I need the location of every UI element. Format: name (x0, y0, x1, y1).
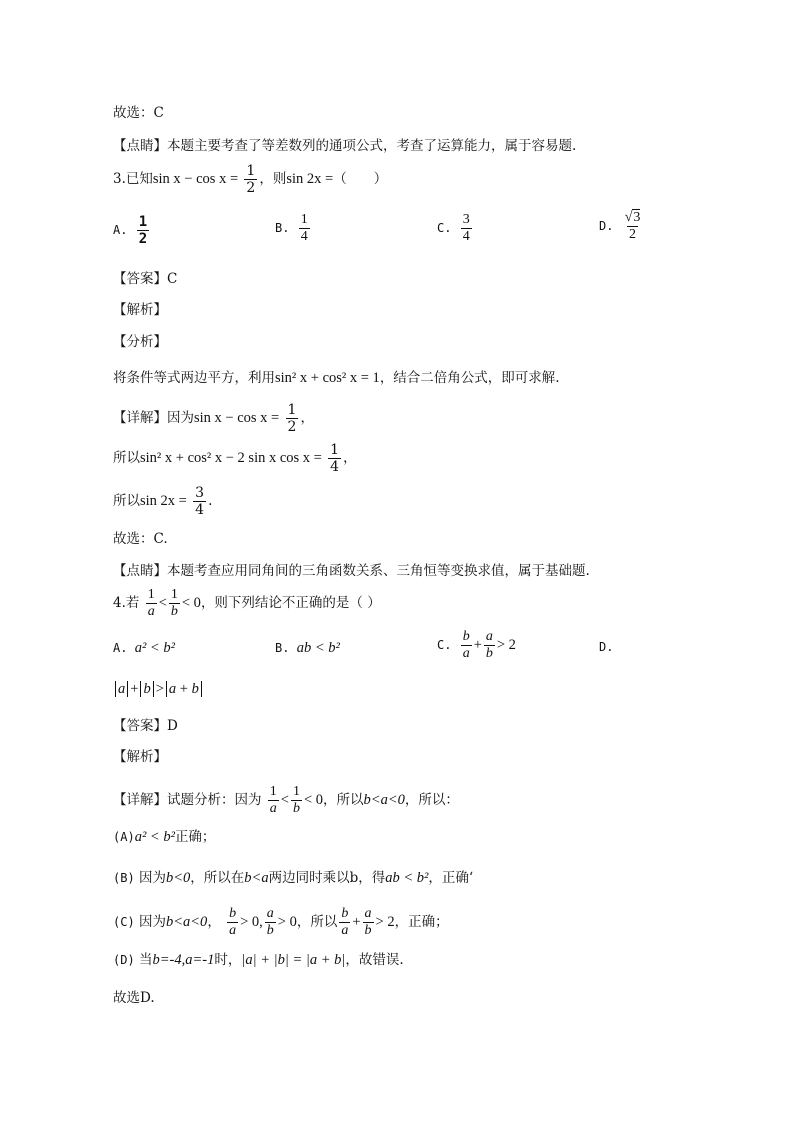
detail-4-item-b: (B) 因为b<0，所以在b<a两边同时乘以b，得ab < b²，正确‘ (113, 870, 474, 886)
choice-3: 故选：C. (113, 531, 168, 547)
option-4a: A. a² < b² (113, 640, 175, 656)
option-4c: C. $\frac{b}{a}$ + $\frac{a}{b}$ > 2 (437, 629, 516, 661)
analysis-heading-4: 【解析】 (113, 749, 167, 765)
detail-3-line1: 【详解】因为sin x − cos x = $\frac{1}{2}$ ， (113, 402, 314, 435)
option-3d: D. $\frac{√3}{2}$ (599, 210, 641, 242)
q3-fraction-half: $\frac{1}{2}$ (246, 163, 256, 196)
q3-condition: sin x − cos x = (152, 171, 239, 187)
detail-4-item-d: (D) 当b=-4,a=-1时，|a| + |b| = |a + b|，故错误. (113, 952, 404, 968)
option-3c: C. $\frac{3}{4}$ (437, 212, 470, 244)
answer-choice-prev: 故选：C (113, 105, 164, 121)
detail-3-line3: 所以sin 2x = $\frac{3}{4}$ . (113, 485, 213, 518)
option-4d-expression: a + b > a + b (113, 680, 204, 698)
detail-3-line2: 所以sin² x + cos² x − 2 sin x cos x = $\frac{1}{4}$ ， (113, 442, 357, 475)
detail-4-item-c: (C) 因为b<a<0， $\frac{b}{a}$ > 0, $\frac{a}{b}$ > 0，所以 $\frac{b}{a}$ + $\frac{a}{b}$ > 2，正确； (113, 906, 449, 938)
fenxi-heading-3: 【分析】 (113, 334, 167, 350)
option-4d-label: D. (599, 640, 614, 654)
question-3: 3.已知sin x − cos x = $\frac{1}{2}$ ，则sin 2x =（ ） (113, 163, 388, 196)
comment-prev: 【点睛】本题主要考查了等差数列的通项公式，考查了运算能力，属于容易题. (113, 138, 577, 154)
question-4: 4.若 $\frac{1}{a}$ < $\frac{1}{b}$ < 0，则下列结论不正确的是（ ） (113, 587, 381, 619)
detail-4: 【详解】试题分析：因为 $\frac{1}{a}$ < $\frac{1}{b}$ < 0，所以b<a<0，所以： (113, 784, 459, 816)
option-3b: B. $\frac{1}{4}$ (275, 212, 308, 244)
answer-4: 【答案】D (113, 718, 178, 734)
detail-4-item-a: (A)a² < b²正确； (113, 829, 216, 845)
choice-4: 故选D. (113, 990, 155, 1006)
comment-3: 【点睛】本题考查应用同角间的三角函数关系、三角恒等变换求值，属于基础题. (113, 563, 590, 579)
analysis-text-3: 将条件等式两边平方，利用sin² x + cos² x = 1，结合二倍角公式，即可求解. (113, 370, 560, 386)
option-4b: B. ab < b² (275, 640, 340, 656)
analysis-heading-3: 【解析】 (113, 302, 167, 318)
option-3a: A. $\frac{1}{2}$ (113, 214, 148, 247)
answer-3: 【答案】C (113, 271, 178, 287)
